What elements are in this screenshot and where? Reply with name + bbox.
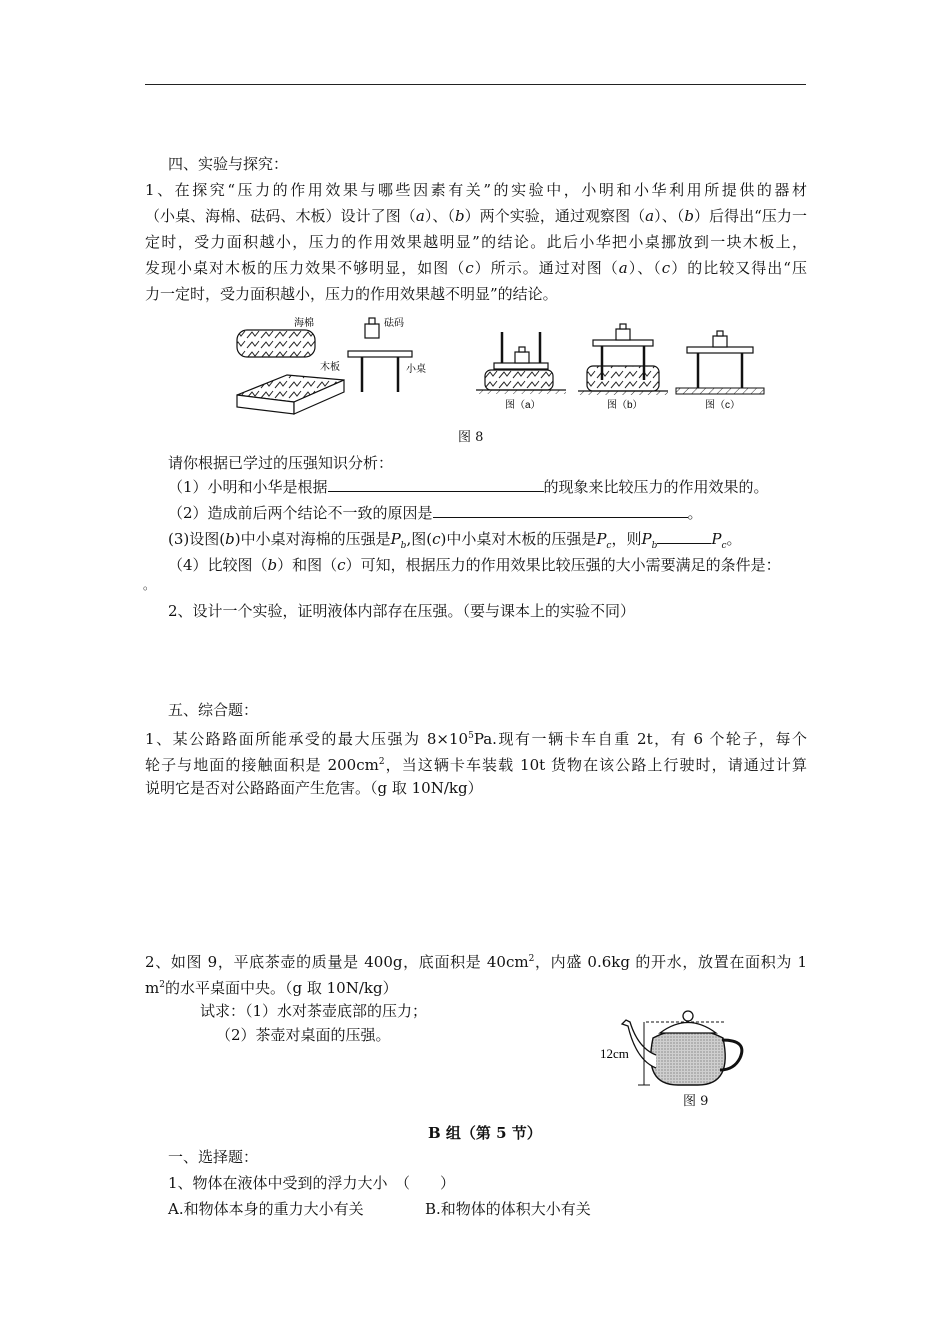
- label-fig-a: 图（a）: [505, 400, 541, 411]
- section5-heading: 五、综合题：: [168, 701, 259, 719]
- group-b-q1: 1、物体在液体中受到的浮力大小 （ ）: [168, 1174, 456, 1192]
- figure-8-caption: 图 8: [458, 430, 484, 445]
- label-table: 小桌: [406, 364, 426, 375]
- answer-blank-3[interactable]: [657, 529, 711, 544]
- section4-q2: 2、设计一个实验，证明液体内部存在压强。（要与课本上的实验不同）: [168, 602, 636, 620]
- q1-line1: 1、在探究“压力的作用效果与哪些因素有关”的实验中，小明和小华利用所提供的器材: [145, 181, 807, 199]
- label-fig-c: 图（c）: [705, 400, 740, 411]
- q1-line3: 定时，受力面积越小，压力的作用效果越明显”的结论。此后小华把小桌挪放到一块木板上，: [145, 233, 807, 251]
- sub-question-3: (3)设图(b)中小桌对海棉的压强是$P_b$,图(c)中小桌对木板的压强是$P_c$，则$P_b$ $P_c$。: [168, 530, 742, 551]
- s5-q1-line2: 轮子与地面的接触面积是 $200cm^2$，当这辆卡车装载 10t 货物在该公路上行驶时，请通过计算: [145, 756, 807, 774]
- figure-9-caption: 图 9: [683, 1094, 709, 1109]
- table-top: [348, 351, 412, 357]
- figure-9-teapot: [598, 1000, 758, 1090]
- sub-question-4: （4）比较图（b）和图（c）可知，根据压力的作用效果比较压强的大小需要满足的条件是：: [168, 556, 781, 574]
- sub-question-4-end: 。: [143, 578, 156, 592]
- q1-line2: （小桌、海棉、砝码、木板）设计了图（a）、（b）两个实验，通过观察图（a）、（b）后得出“压力一: [145, 207, 807, 225]
- teapot-body: [651, 1029, 725, 1085]
- label-sponge: 海棉: [294, 318, 314, 329]
- sub-question-1: （1）小明和小华是根据 的现象来比较压力的作用效果的。: [168, 478, 769, 496]
- option-b: B.和物体的体积大小有关: [425, 1200, 591, 1218]
- s5-q2-line2: $m^2$的水平桌面中央。（g 取 10N/kg）: [145, 979, 398, 997]
- q1-line5: 力一定时，受力面积越小，压力的作用效果越不明显”的结论。: [145, 285, 558, 303]
- label-board: 木板: [320, 362, 340, 373]
- figure-8: [232, 310, 772, 420]
- group-b-title: B 组（第 5 节）: [428, 1124, 542, 1142]
- height-label: 12cm: [600, 1046, 629, 1061]
- section4-heading: 四、实验与探究：: [168, 155, 289, 173]
- s5-q2-try1: 试求：（1）水对茶壶底部的压力；: [200, 1002, 428, 1020]
- answer-blank-1[interactable]: [328, 477, 544, 492]
- answer-blank-2[interactable]: [433, 503, 688, 518]
- option-a: A.和物体本身的重力大小有关: [168, 1200, 364, 1218]
- label-fig-b: 图（b）: [607, 400, 643, 411]
- s5-q2-try2: （2）茶壶对桌面的压强。: [216, 1026, 391, 1044]
- teapot-lid: [660, 1023, 716, 1034]
- q1-line4: 发现小桌对木板的压力效果不够明显，如图（c）所示。通过对图（a）、（c）的比较又得出“压: [145, 259, 807, 277]
- label-weight: 砝码: [384, 318, 404, 329]
- weight-knob: [369, 318, 375, 324]
- s5-q1-line1: 1、某公路路面所能承受的最大压强为 $8\times 10^5Pa$.现有一辆卡车自重 2t，有 6 个轮子，每个: [145, 730, 807, 748]
- s5-q1-line3: 说明它是否对公路路面产生危害。（g 取 10N/kg）: [145, 779, 483, 797]
- analysis-prompt: 请你根据已学过的压强知识分析：: [168, 454, 394, 472]
- header-rule: [145, 84, 806, 85]
- group-b-heading: 一、选择题：: [168, 1148, 259, 1166]
- sponge-shape: [237, 330, 315, 357]
- s5-q2-line1: 2、如图 9，平底茶壶的质量是 400g，底面积是 $40cm^2$，内盛 0.6kg 的开水，放置在面积为 1: [145, 953, 807, 971]
- teapot-knob: [683, 1011, 693, 1021]
- weight-body: [365, 324, 379, 338]
- sub-question-2: （2）造成前后两个结论不一致的原因是 。: [168, 504, 703, 522]
